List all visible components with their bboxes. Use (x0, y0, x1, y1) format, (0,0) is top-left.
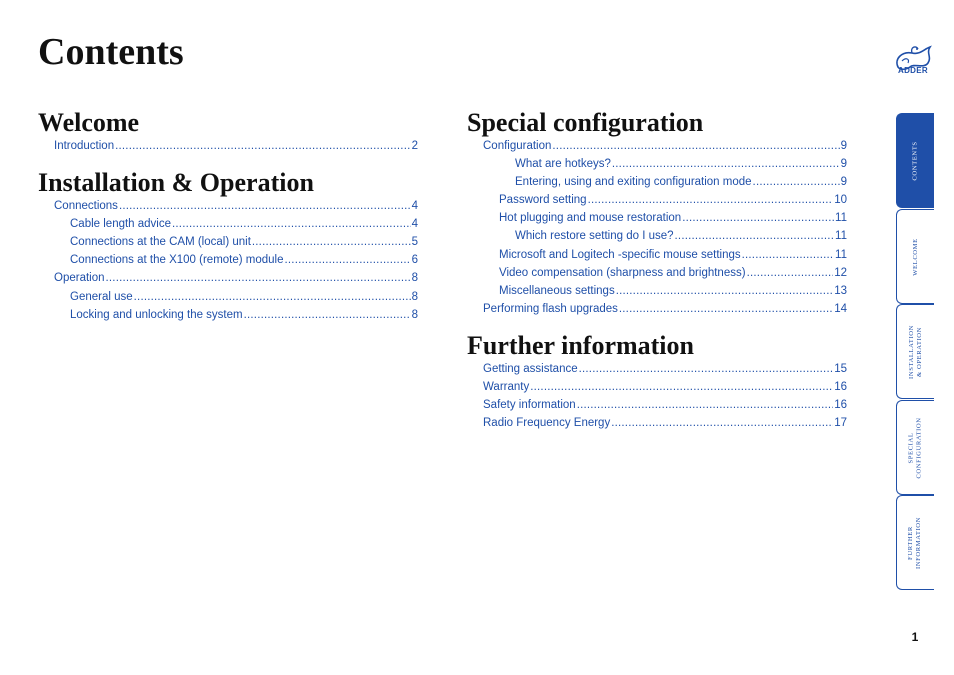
toc-entry-page: 9 (840, 176, 847, 189)
toc-entry-connections[interactable] (38, 200, 418, 218)
toc-entry-microsoft-and-logitech-specific-mouse-settings[interactable] (467, 249, 847, 267)
dot-leader (579, 363, 834, 375)
logo-text: ADDER (898, 66, 928, 75)
toc-entry-configuration[interactable] (467, 140, 847, 158)
toc-entry-operation[interactable] (38, 272, 418, 290)
toc-entry-label: Introduction (54, 140, 115, 152)
dot-leader (611, 417, 833, 429)
toc-list (38, 140, 418, 158)
toc-entry-label: Warranty (483, 381, 530, 394)
toc-entry-miscellaneous-settings[interactable] (467, 285, 847, 303)
section-title-special-configuration: Special configuration (467, 108, 704, 137)
dot-leader (747, 267, 834, 279)
side-tab-label: INSTALLATION & OPERATION (907, 324, 923, 379)
toc-entry-label: Video compensation (sharpness and brightness) (499, 266, 746, 279)
toc-entry-page: 4 (411, 218, 418, 231)
toc-list (467, 363, 847, 435)
toc-entry-label: Safety information (483, 399, 576, 412)
toc-entry-page: 8 (411, 308, 418, 321)
side-tab-label: SPECIAL CONFIGURATION (907, 416, 923, 479)
toc-entry-getting-assistance[interactable] (467, 363, 847, 381)
toc-entry-label: Which restore setting do I use? (515, 230, 674, 243)
side-tab-further-information[interactable] (896, 495, 934, 590)
dot-leader (753, 176, 840, 188)
toc-entry-label: Performing flash upgrades (483, 302, 618, 315)
toc-entry-label: Connections at the X100 (remote) module (70, 254, 284, 267)
page-number: 1 (911, 630, 919, 644)
toc-entry-label: Entering, using and exiting configuration mode (515, 176, 752, 189)
dot-leader (106, 272, 411, 284)
toc-entry-label: Password setting (499, 194, 587, 207)
page-title: Contents (38, 31, 184, 73)
section-title-installation-operation: Installation & Operation (38, 168, 314, 198)
dot-leader (682, 212, 834, 224)
toc-entry-page: 11 (835, 230, 847, 243)
toc-entry-page: 5 (411, 236, 418, 249)
dot-leader (588, 194, 834, 206)
dot-leader (619, 303, 833, 315)
toc-entry-video-compensation-sharpness-and-brightness[interactable] (467, 267, 847, 285)
toc-entry-page: 16 (834, 381, 847, 394)
toc-left-column (38, 106, 418, 335)
toc-entry-page: 6 (411, 254, 418, 267)
toc-entry-page: 2 (411, 140, 418, 152)
toc-entry-page: 11 (835, 212, 847, 225)
dot-leader (616, 285, 834, 297)
toc-entry-label: Connections at the CAM (local) unit (70, 236, 251, 249)
toc-entry-connections-at-the-cam-local-unit[interactable] (38, 236, 418, 254)
toc-entry-safety-information[interactable] (467, 399, 847, 417)
toc-entry-label: Hot plugging and mouse restoration (499, 212, 682, 225)
toc-list (467, 140, 847, 321)
toc-right-column (467, 106, 847, 443)
toc-entry-page: 9 (840, 158, 847, 171)
toc-entry-radio-frequency-energy[interactable] (467, 417, 847, 435)
dot-leader (244, 309, 411, 321)
toc-entry-hot-plugging-and-mouse-restoration[interactable] (467, 212, 847, 230)
section-title-further-information: Further information (467, 330, 694, 360)
toc-entry-label: Connections (54, 200, 118, 213)
dot-leader (552, 140, 839, 152)
side-tab-special-configuration[interactable] (896, 400, 934, 495)
toc-entry-label: General use (70, 290, 133, 303)
toc-entry-performing-flash-upgrades[interactable] (467, 303, 847, 321)
toc-entry-page: 8 (411, 272, 418, 285)
toc-entry-label: Radio Frequency Energy (483, 417, 611, 430)
toc-entry-page: 15 (834, 362, 847, 375)
dot-leader (675, 230, 835, 242)
side-tab-label: FURTHER INFORMATION (907, 516, 923, 569)
toc-entry-label: Miscellaneous settings (499, 284, 615, 297)
side-tab-installation-operation[interactable] (896, 304, 934, 399)
toc-entry-page: 17 (834, 417, 847, 430)
toc-entry-cable-length-advice[interactable] (38, 218, 418, 236)
toc-entry-page: 10 (834, 194, 847, 207)
toc-entry-label: Microsoft and Logitech -specific mouse settings (499, 248, 741, 261)
dot-leader (612, 158, 840, 170)
toc-entry-locking-and-unlocking-the-system[interactable] (38, 309, 418, 327)
side-tab-welcome[interactable] (896, 209, 934, 304)
dot-leader (577, 399, 834, 411)
dot-leader (742, 249, 834, 261)
toc-entry-page: 9 (840, 140, 847, 152)
toc-entry-label: Cable length advice (70, 218, 172, 231)
toc-entry-page: 14 (834, 302, 847, 315)
dot-leader (115, 140, 410, 152)
toc-entry-introduction[interactable] (38, 140, 418, 158)
side-tab-label: CONTENTS (911, 140, 919, 181)
toc-entry-page: 16 (834, 399, 847, 412)
toc-entry-label: Configuration (483, 140, 552, 152)
dot-leader (172, 218, 411, 230)
toc-entry-page: 12 (834, 266, 847, 279)
toc-entry-page: 4 (411, 200, 418, 213)
toc-entry-connections-at-the-x100-remote-module[interactable] (38, 254, 418, 272)
toc-entry-warranty[interactable] (467, 381, 847, 399)
toc-entry-which-restore-setting-do-i-use[interactable] (467, 230, 847, 248)
dot-leader (285, 254, 411, 266)
side-tab-label: WELCOME (911, 237, 919, 276)
toc-entry-label: Getting assistance (483, 362, 578, 375)
dot-leader (119, 200, 411, 212)
dot-leader (530, 381, 833, 393)
dot-leader (252, 236, 411, 248)
toc-entry-password-setting[interactable] (467, 194, 847, 212)
side-tab-contents[interactable] (896, 113, 934, 208)
section-title-welcome: Welcome (38, 108, 140, 137)
toc-entry-entering-using-and-exiting-configuration-mode[interactable] (467, 176, 847, 194)
toc-entry-label: Operation (54, 272, 105, 285)
dot-leader (134, 291, 411, 303)
toc-entry-general-use[interactable] (38, 291, 418, 309)
toc-list (38, 200, 418, 327)
toc-entry-page: 8 (411, 290, 418, 303)
toc-entry-label: What are hotkeys? (515, 158, 611, 171)
toc-entry-label: Locking and unlocking the system (70, 308, 243, 321)
toc-entry-page: 11 (835, 248, 847, 261)
toc-entry-what-are-hotkeys[interactable] (467, 158, 847, 176)
toc-entry-page: 13 (834, 284, 847, 297)
